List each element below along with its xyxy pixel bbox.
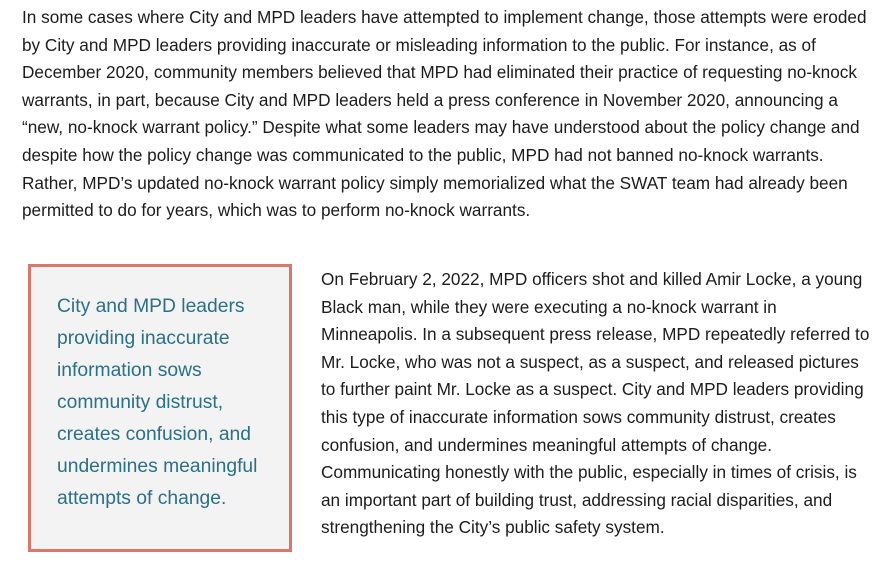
intro-paragraph: In some cases where City and MPD leaders have attempted to implement change, those attempts were eroded by City and MPD leaders providing inaccurate or misleading information to the public. For instance, as of December 2020, community members believed that MPD had eliminated their practice of requesting no-knock warrants, in part, because City and MPD leaders held a press conference in November 2020, announcing a “new, no-knock warrant policy.” Despite what some leaders may have understood about the policy change and despite how the policy change was communicated to the public, MPD had not banned no-knock warrants. Rather, MPD’s updated no-knock warrant policy simply memorialized what the SWAT team had already been permitted to do for years, which was to perform no-knock warrants. (22, 7, 867, 221)
pull-quote-box (28, 264, 292, 552)
pull-quote-text: City and MPD leaders providing inaccurate information sows community distrust, creates confusion, and undermines meaningful attempts of change. (57, 296, 258, 509)
locke-paragraph: On February 2, 2022, MPD officers shot and killed Amir Locke, a young Black man, while they were executing a no-knock warrant in Minneapolis. In a subsequent press release, MPD repeatedly referred to Mr. Locke, who was not a suspect, as a suspect, and released pictures to further paint Mr. Locke as a suspect. City and MPD leaders providing this type of inaccurate information sows community distrust, creates confusion, and undermines meaningful attempts of change. Communicating honestly with the public, especially in times of crisis, is an important part of building trust, addressing racial disparities, and strengthening the City’s public safety system. (321, 269, 870, 538)
